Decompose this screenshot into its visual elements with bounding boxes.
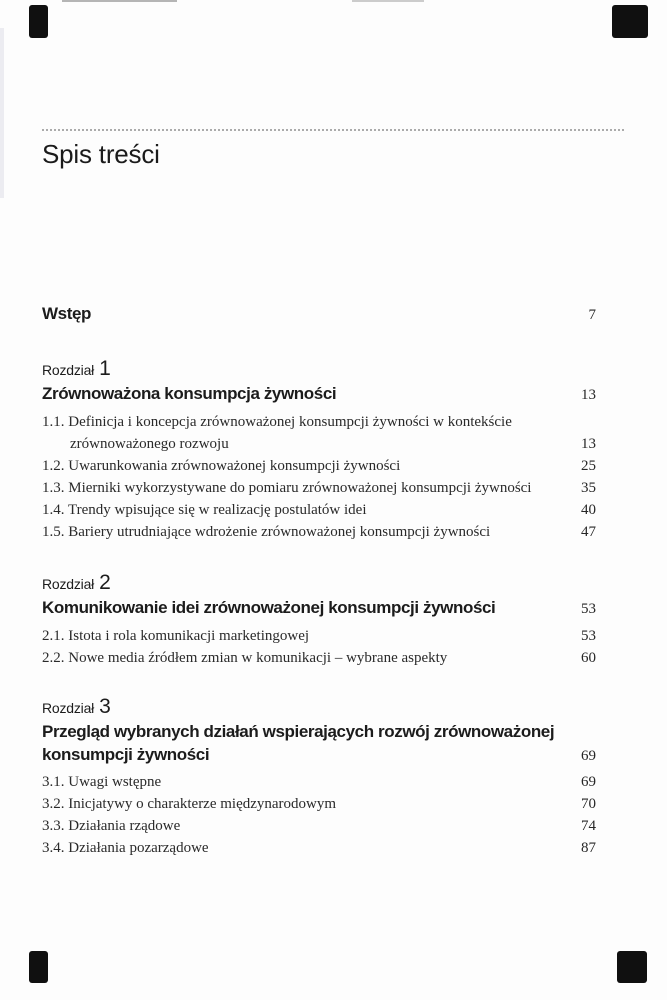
page-number: 35 (581, 480, 596, 496)
chapter-items (42, 411, 596, 543)
chapter-label (42, 357, 596, 382)
entry-text: 1.1. Definicja i koncepcja zrównoważonej konsumpcji żywności w kontekście (42, 414, 512, 430)
toc-entry: 2.1. Istota i rola komunikacji marketingowej 53 (42, 625, 596, 647)
page-number: 69 (581, 774, 596, 790)
toc-entry: 3.3. Działania rządowe 74 (42, 815, 596, 837)
chapter-label-word: Rozdział (42, 576, 95, 592)
chapter-number: 3 (99, 695, 111, 718)
toc-entry (42, 411, 596, 455)
toc-entry: 3.4. Działania pozarządowe 87 (42, 837, 596, 859)
chapter-items (42, 625, 596, 669)
page-number: 69 (581, 747, 596, 764)
scan-mark-bottom-left (29, 951, 48, 983)
page-number: 87 (581, 840, 596, 856)
table-of-contents (42, 0, 596, 859)
toc-entry: 1.2. Uwarunkowania zrównoważonej konsumpcji żywności 25 (42, 455, 596, 477)
page-number: 25 (581, 458, 596, 474)
scan-mark-bottom-right (617, 951, 647, 983)
toc-entry: 1.5. Bariery utrudniające wdrożenie zrównoważonej konsumpcji żywności 47 (42, 521, 596, 543)
toc-entry: 2.2. Nowe media źródłem zmian w komunikacji – wybrane aspekty 60 (42, 647, 596, 669)
entry-text-continuation: zrównoważonego rozwoju (70, 436, 229, 452)
toc-entry-wstep (42, 304, 596, 324)
chapter-label-word: Rozdział (42, 362, 95, 378)
chapter-heading (42, 383, 596, 404)
page-number: 60 (581, 650, 596, 666)
chapter-label (42, 695, 596, 720)
toc-entry: 3.1. Uwagi wstępne 69 (42, 771, 596, 793)
chapter-number: 1 (99, 357, 111, 380)
page-number: 47 (581, 524, 596, 540)
page-number: 13 (581, 387, 596, 403)
chapter-title-text: Zrównoważona konsumpcja żywności (42, 384, 337, 403)
chapter-label (42, 571, 596, 596)
entry-label: Wstęp (42, 304, 92, 323)
page-number: 13 (581, 436, 596, 452)
chapter-label-word: Rozdział (42, 700, 95, 716)
chapter-title-text: Przegląd wybranych działań wspierających rozwój zrównoważonej (42, 722, 555, 741)
chapter-title-continuation: konsumpcji żywności (42, 744, 210, 764)
page-number: 53 (581, 628, 596, 644)
page-number: 7 (588, 307, 596, 323)
chapter-number: 2 (99, 571, 111, 594)
page-number: 53 (581, 601, 596, 617)
scan-mark-top-right (612, 5, 648, 38)
toc-entry: 1.4. Trendy wpisujące się w realizację postulatów idei 40 (42, 499, 596, 521)
page-title: Spis treści (42, 139, 160, 169)
page-number: 74 (581, 818, 596, 834)
chapter-heading (42, 597, 596, 618)
page-number: 70 (581, 796, 596, 812)
chapter-heading (42, 721, 596, 766)
toc-entry: 1.3. Mierniki wykorzystywane do pomiaru zrównoważonej konsumpcji żywności 35 (42, 477, 596, 499)
chapter-title-text: Komunikowanie idei zrównoważonej konsumpcji żywności (42, 598, 496, 617)
chapter-items (42, 771, 596, 859)
scan-edge-artifact (0, 28, 4, 198)
toc-entry: 3.2. Inicjatywy o charakterze międzynarodowym 70 (42, 793, 596, 815)
page-number: 40 (581, 502, 596, 518)
